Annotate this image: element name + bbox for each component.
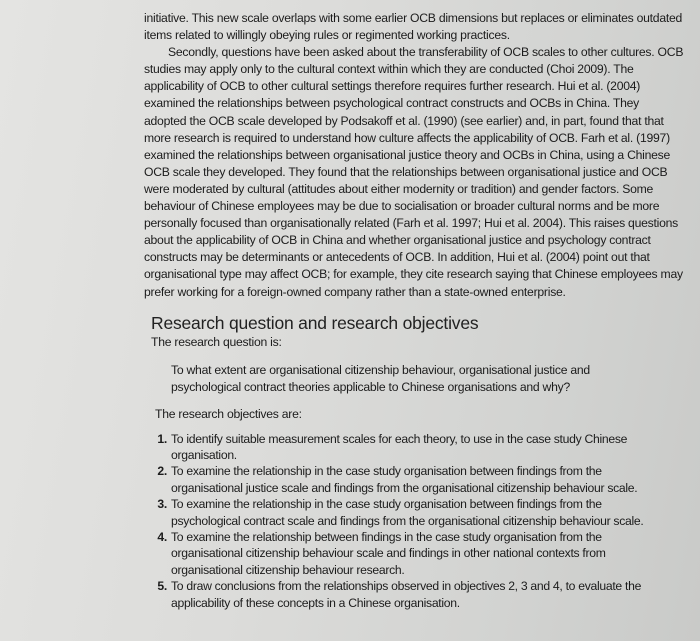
objective-text: To examine the relationship between findings in the case study organisation from the organisational citizenship behaviour scale and findings in other national contexts from organisational citizenship behaviour research.: [171, 530, 606, 577]
paragraph-transferability: Secondly, questions have been asked about the transferability of OCB scales to other cultures. OCB studies may apply only to the cultural context within which they are conducted (Choi 2009). The applicability of OCB to other cultural settings therefore requires further research. Hui et al. (2004) examined the relationships between psychological contract constructs and OCBs in China. They adopted the OCB scale developed by Podsakoff et al. (1990) (see earlier) and, in part, found that that more research is required to understand how culture affects the applicability of OCB. Farh et al. (1997) examined the relationships between organisational justice theory and OCBs in China, using a Chinese OCB scale they developed. They found that the relationships between organisational justice and OCB were moderated by cultural (attitudes about either modernity or tradition) and gender factors. Some behaviour of Chinese employees may be due to socialisation or broader cultural norms and be more personally focused than organisationally related (Farh et al. 1997; Hui et al. 2004). This raises questions about the applicability of OCB in China and whether organisational justice and psychology contract constructs may be determinants or antecedents of OCB. In addition, Hui et al. (2004) point out that organisational type may affect OCB; for example, they cite research saying that Chinese employees may prefer working for a foreign-owned company rather than a state-owned enterprise.: [144, 45, 684, 299]
objective-text: To examine the relationship in the case study organisation between findings from the organisational justice scale and findings from the organisational citizenship behaviour scale.: [171, 464, 638, 495]
objective-number: 3.: [157, 497, 167, 512]
objective-number: 5.: [157, 579, 167, 594]
research-objectives-intro: The research objectives are:: [155, 406, 302, 421]
objective-text: To examine the relationship in the case study organisation between findings from the psychological contract scale and findings from the organisational citizenship behaviour scale.: [171, 497, 644, 528]
paragraph-continuation: initiative. This new scale overlaps with some earlier OCB dimensions but replaces or eliminates outdated items related to willingly obeying rules or regimented working practices.: [144, 11, 683, 43]
objective-item: [144, 496, 684, 529]
objective-item: [144, 431, 684, 464]
objective-text: To identify suitable measurement scales for each theory, to use in the case study Chinese organisation.: [171, 431, 628, 462]
objective-number: 1.: [157, 431, 167, 446]
objective-item: [144, 578, 684, 611]
research-question: To what extent are organisational citizenship behaviour, organisational justice and psychological contract theories applicable to Chinese organisations and why?: [171, 362, 590, 394]
objective-item: [144, 529, 684, 578]
objective-number: 4.: [157, 530, 167, 545]
research-question-intro: The research question is:: [151, 334, 282, 349]
objective-text: To draw conclusions from the relationships observed in objectives 2, 3 and 4, to evaluate the applicability of these concepts in a Chinese organisation.: [171, 579, 642, 610]
objective-number: 2.: [157, 464, 167, 479]
objectives-list: [144, 431, 684, 611]
document-page: [144, 10, 684, 611]
objective-item: [144, 463, 684, 496]
section-heading: Research question and research objectives: [151, 312, 479, 333]
